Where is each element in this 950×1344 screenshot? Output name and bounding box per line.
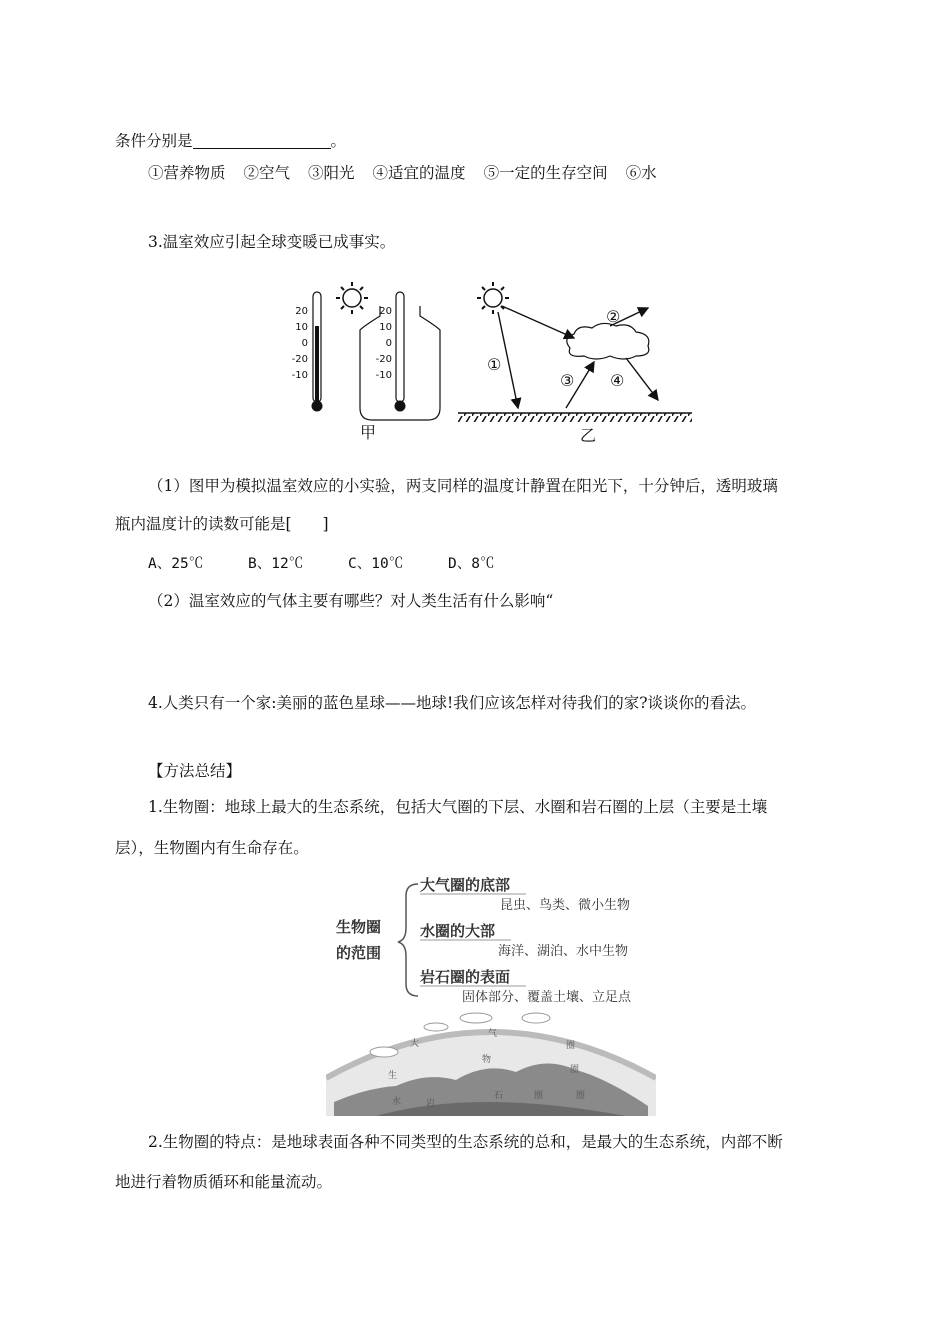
q2-tail-line [115, 131, 346, 151]
option-item: ⑥水 [625, 164, 657, 182]
option-item: ④适宜的温度 [372, 164, 466, 182]
scale-label: 0 [301, 338, 308, 349]
thermometer-icon [312, 292, 323, 412]
q3-sub2: （2）温室效应的气体主要有哪些？对人类生活有什么影响“ [148, 592, 554, 610]
scale-label: 0 [385, 338, 392, 349]
summary-p2-line1: 2.生物圈的特点：是地球表面各种不同类型的生态系统的总和，是最大的生态系统，内部不断 [148, 1133, 783, 1151]
diagram-branch3-sub: 固体部分、覆盖土壤、立足点 [462, 990, 632, 1005]
summary-heading: 【方法总结】 [148, 762, 242, 780]
q3-choices [148, 554, 548, 574]
option-item: ③阳光 [308, 164, 355, 182]
arrow-label: ④ [610, 371, 625, 390]
ground-hatch [458, 413, 692, 422]
sphere-char: 圈 [570, 1065, 580, 1075]
scale-label: -20 [291, 354, 308, 365]
q3-sub1-line1: （1）图甲为模拟温室效应的小实验，两支同样的温度计静置在阳光下，十分钟后，透明玻璃 [148, 477, 778, 495]
sun-icon [477, 282, 509, 314]
arrow-label: ③ [560, 371, 575, 390]
sphere-char: 岩 [426, 1099, 436, 1109]
scale-label: -10 [291, 370, 308, 381]
q4-text: 4.人类只有一个家:美丽的蓝色星球——地球!我们应该怎样对待我们的家?谈谈你的看法。 [148, 694, 757, 712]
greenhouse-figure [280, 276, 700, 446]
sphere-char: 圈 [576, 1091, 586, 1101]
option-item: ②空气 [243, 164, 291, 182]
arrow-label: ② [606, 307, 621, 326]
biosphere-diagram [326, 866, 656, 1116]
sphere-char: 大 [410, 1039, 420, 1049]
summary-p1-line1: 1.生物圈：地球上最大的生态系统，包括大气圈的下层、水圈和岩石圈的上层（主要是土壤 [148, 798, 768, 816]
arrow-4 [626, 358, 658, 400]
option-item: ⑤一定的生存空间 [483, 164, 608, 182]
answer-blank[interactable] [193, 132, 331, 149]
arrow-label: ① [487, 355, 502, 374]
sphere-char: 圈 [534, 1091, 544, 1101]
scale-label: -20 [375, 354, 392, 365]
scale-label: 20 [295, 306, 308, 317]
sphere-char: 物 [482, 1055, 492, 1065]
diagram-branch1-sub: 昆虫、鸟类、微小生物 [500, 898, 631, 913]
thermometer-icon [395, 292, 406, 412]
arrow-sun-cloud [502, 306, 574, 338]
q3-stem: 3.温室效应引起全球变暖已成事实。 [148, 233, 396, 251]
sphere-char: 气 [488, 1029, 498, 1039]
scale-label: 10 [295, 322, 308, 333]
choice-a[interactable]: A、25℃ [148, 556, 204, 572]
yi-label: 乙 [580, 426, 597, 445]
choice-c[interactable]: C、10℃ [348, 556, 404, 572]
diagram-branch3-title: 岩石圈的表面 [420, 968, 511, 986]
diagram-branch1-title: 大气圈的底部 [420, 876, 511, 894]
cloud-icon [567, 323, 649, 359]
sphere-char: 石 [494, 1091, 504, 1101]
sun-icon [336, 282, 368, 314]
diagram-branch2-sub: 海洋、湖泊、水中生物 [498, 944, 629, 959]
choice-b[interactable]: B、12℃ [248, 556, 304, 572]
q2-options [148, 163, 675, 183]
scale-label: 10 [379, 322, 392, 333]
choice-d[interactable]: D、8℃ [448, 556, 495, 572]
jia-label: 甲 [360, 423, 377, 442]
q2-tail-text: 条件分别是 [115, 132, 193, 150]
sphere-char: 水 [392, 1097, 402, 1107]
diagram-brace [398, 884, 418, 996]
diagram-branch2-title: 水圈的大部 [420, 922, 496, 940]
q2-tail-end: 。 [330, 132, 347, 150]
scale-label: -10 [375, 370, 392, 381]
q3-sub1-line2: 瓶内温度计的读数可能是[ ] [115, 515, 329, 533]
scale-label: 20 [379, 306, 392, 317]
option-item: ①营养物质 [148, 164, 226, 182]
diagram-main-line2: 的范围 [336, 944, 382, 962]
summary-p2-line2: 地进行着物质循环和能量流动。 [115, 1173, 333, 1191]
sphere-char: 生 [388, 1071, 398, 1081]
sphere-char: 圈 [566, 1041, 576, 1051]
summary-p1-line2: 层），生物圈内有生命存在。 [115, 839, 309, 857]
diagram-main-line1: 生物圈 [336, 918, 382, 936]
